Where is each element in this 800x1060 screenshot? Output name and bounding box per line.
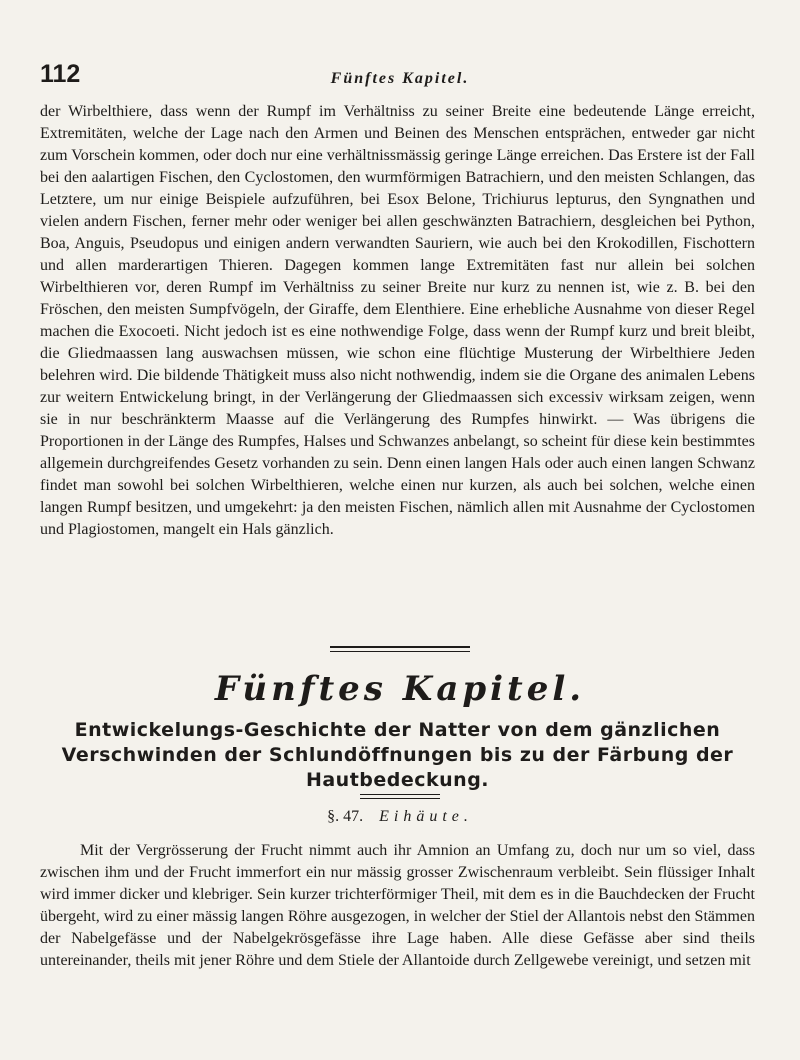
chapter-heading: Fünftes Kapitel. [214,669,586,709]
paragraph-section [40,840,755,972]
section-heading [0,806,800,828]
chapter-title: Entwickelungs-Geschichte der Natter von dem gänzlichen Verschwinden der Schlundöffnungen bis zu der Färbung der Hautbedeckung. [61,719,734,791]
section-divider [360,794,440,799]
section-number: §. 47. [327,808,364,825]
chapter-divider [330,646,470,652]
paragraph-intro [40,101,755,541]
section-title: Eihäute. [379,808,473,825]
running-head: Fünftes Kapitel. [330,70,470,87]
page-number: 112 [40,60,81,88]
paragraph-text: Mit der Vergrösserung der Frucht nimmt auch ihr Amnion an Umfang zu, doch nur um so viel, dass zwischen ihm und der Frucht immerfort ein nur mässig grosser Zwischenraum verbleibt. Sein flüssiger Inhalt wird immer dicker und klebriger. Sein kurzer trichterförmiger Theil, mit dem es in die Bauchdecken der Frucht übergeht, wird zu einer mässig langen Röhre ausgezogen, in welcher der Stiel der Allantois nebst den Stämmen der Nabelgefässe und der Nabelgekrösgefässe ihre Lage haben. Alle diese Gefässe aber sind theils untereinander, theils mit jener Röhre und dem Stiele der Allantoide durch Zellgewebe vereinigt, und setzen mit [40,842,755,969]
paragraph-text: der Wirbelthiere, dass wenn der Rumpf im Verhältniss zu seiner Breite eine bedeutende Länge erreicht, Extremitäten, welche der Lage nach den Armen und Beinen des Menschen entsprächen, entweder gar nicht zum Vorschein kommen, oder doch nur eine verhältnissmässig geringe Länge erreichen. Das Erstere ist der Fall bei den aalartigen Fischen, den Cyclostomen, den wurmförmigen Batrachiern, und den meisten Schlangen, das Letztere, um nur einige Beispiele aufzuführen, bei Esox Belone, Trichiurus lepturus, den Syngnathen und vielen andern Fischen, ferner mehr oder weniger bei allen geschwänzten Batrachiern, desgleichen bei Python, Boa, Anguis, Pseudopus und einigen andern verwandten Sauriern, wie auch bei den Krokodillen, Fischottern und allen marderartigen Thieren. Dagegen kommen lange Extremitäten fast nur allein bei solchen Wirbelthieren vor, deren Rumpf im Verhältniss zu seiner Breite nur kurz zu nennen ist, wie z. B. bei den Fröschen, den meisten Sumpfvögeln, der Giraffe, dem Elenthiere. Eine erhebliche Ausnahme von dieser Regel machen die Exocoeti. Nicht jedoch ist es eine nothwendige Folge, dass wenn der Rumpf kurz und breit bleibt, die Gliedmaassen lang auswachsen müssen, wie schon eine flüchtige Musterung der Wirbelthiere Jeden belehren wird. Die bildende Thätigkeit muss also nicht nothwendig, indem sie die Organe des animalen Lebens zur weitern Entwickelung bringt, in der Verlängerung der Gliedmaassen sich excessiv wirksam zeigen, wenn sie in nur beschränkterm Maasse auf die Verlängerung des Rumpfes hinwirkt. — Was übrigens die Proportionen in der Länge des Rumpfes, Halses und Schwanzes anbelangt, so scheint für diese kein bestimmtes allgemein durchgreifendes Gesetz vorhanden zu sein. Denn einen langen Hals oder auch einen langen Schwanz findet man sowohl bei solchen Wirbelthieren, welche einen nur kurzen, als auch bei solchen, welche einen langen Rumpf besitzen, und umgekehrt: ja den meisten Fischen, nämlich allen mit Ausnahme der Cyclostomen und Plagiostomen, mangelt ein Hals gänzlich. [40,103,755,538]
